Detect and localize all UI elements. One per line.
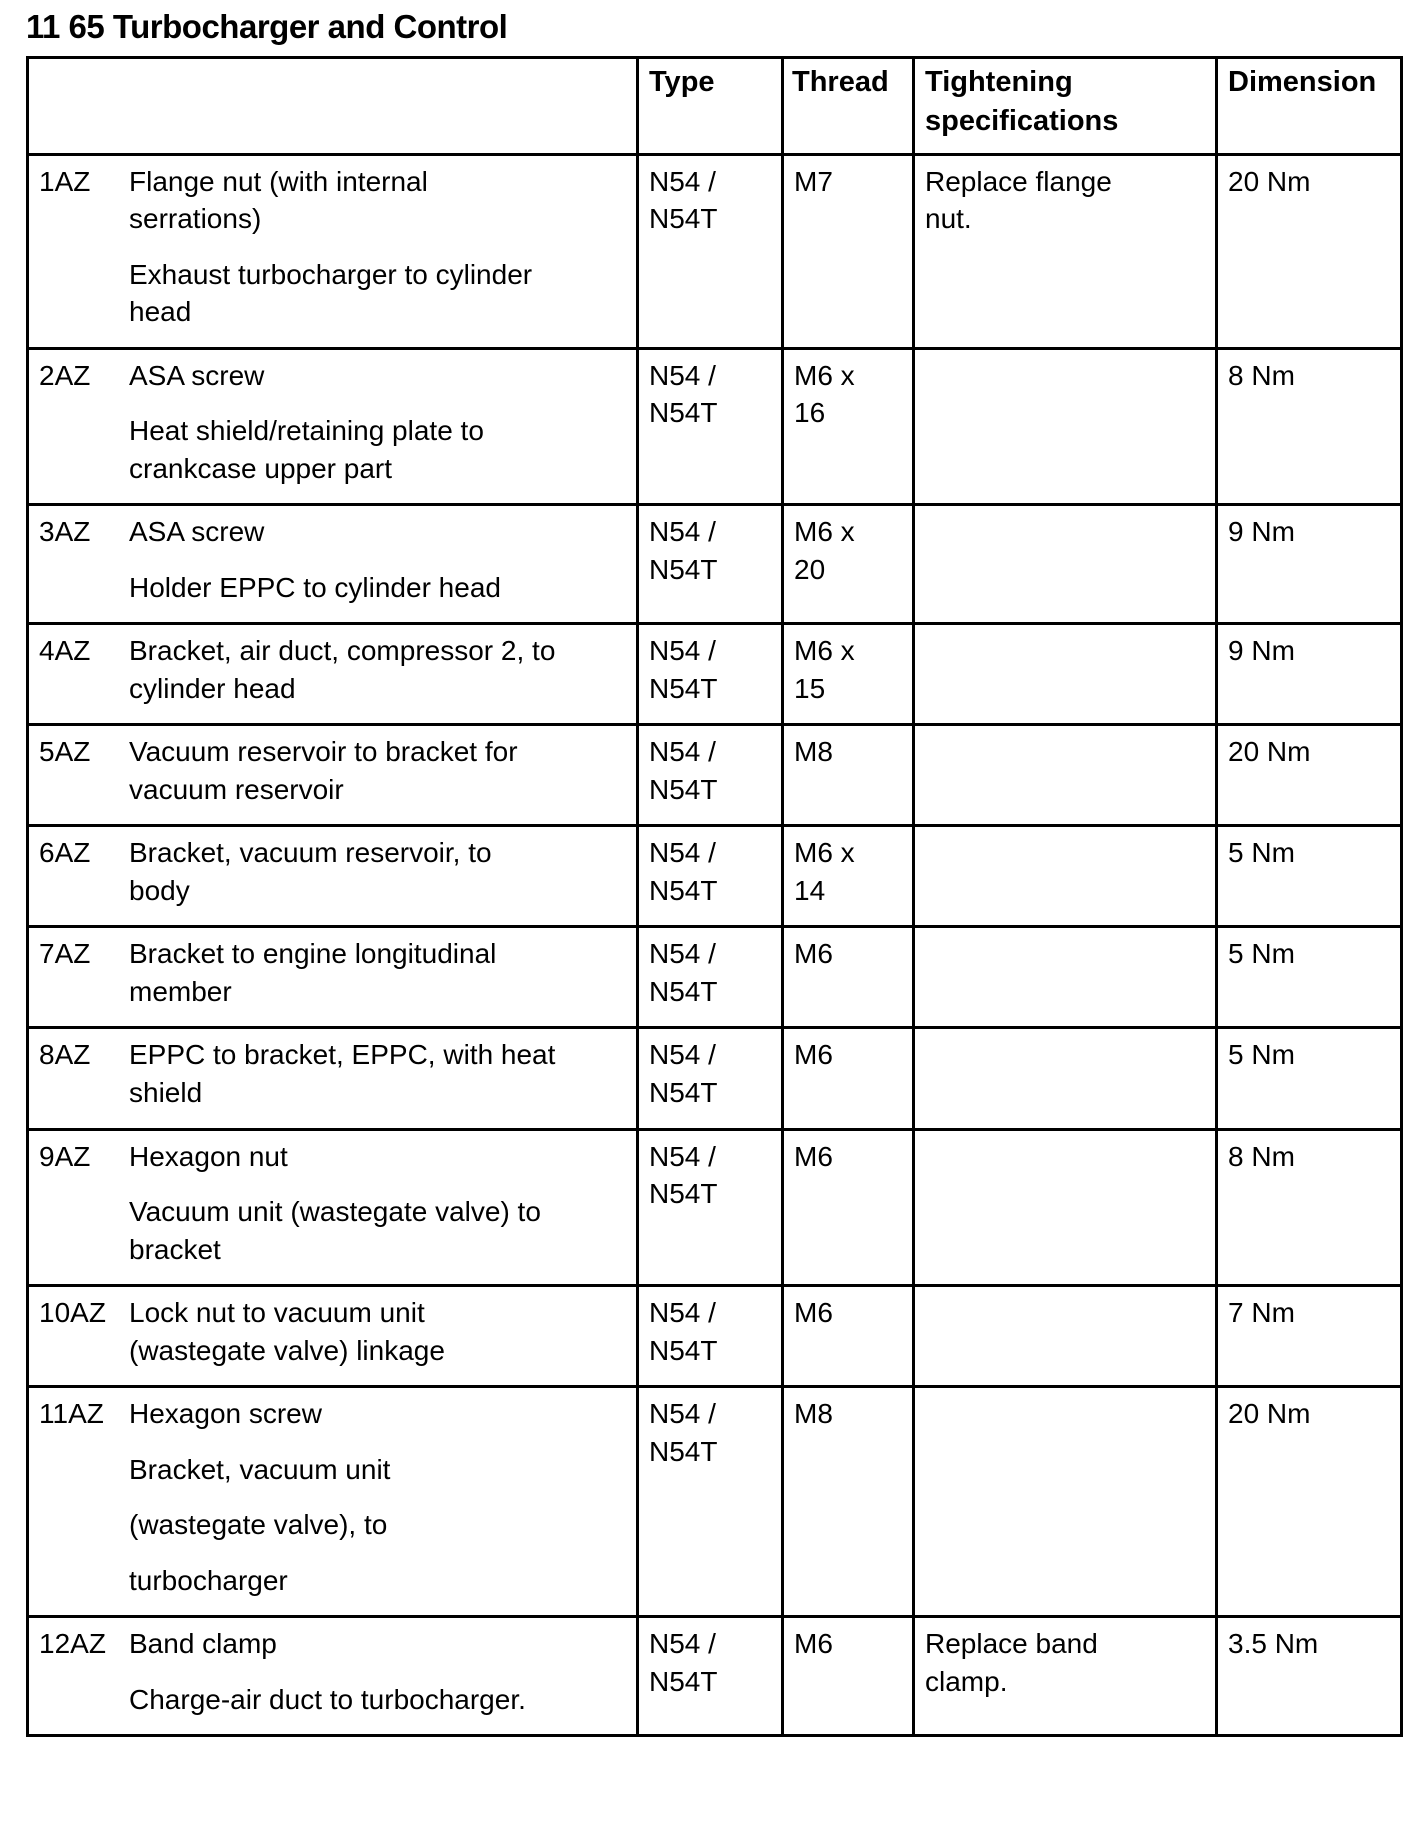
description-paragraph: Bracket to engine longitudinal member	[129, 938, 497, 1007]
row-type: N54 / N54T	[638, 154, 783, 348]
row-dimension: 3.5 Nm	[1217, 1617, 1402, 1736]
row-id: 3AZ	[39, 516, 91, 548]
row-thread: M6 x 15	[783, 624, 914, 725]
description-paragraph: Bracket, air duct, compressor 2, to cylinder head	[129, 635, 556, 704]
item-cell	[28, 505, 638, 624]
table-row	[28, 826, 1402, 927]
row-id: 2AZ	[39, 359, 91, 391]
table-row	[28, 1028, 1402, 1129]
description-paragraph: (wastegate valve), to	[129, 1509, 388, 1541]
row-id: 7AZ	[39, 938, 91, 970]
description-paragraph: ASA screw	[129, 359, 265, 391]
row-dimension: 20 Nm	[1217, 725, 1402, 826]
item-cell	[28, 624, 638, 725]
header-row	[28, 58, 1402, 155]
description-paragraph: EPPC to bracket, EPPC, with heat shield	[129, 1039, 556, 1108]
row-type: N54 / N54T	[638, 1028, 783, 1129]
item-cell	[28, 826, 638, 927]
row-type: N54 / N54T	[638, 624, 783, 725]
item-wrap	[39, 1625, 628, 1718]
description-paragraph: Heat shield/retaining plate to crankcase upper part	[129, 415, 484, 484]
row-thread: M6	[783, 1617, 914, 1736]
item-wrap	[39, 513, 628, 606]
header-item	[28, 58, 638, 155]
row-dimension: 20 Nm	[1217, 1387, 1402, 1617]
row-description	[129, 1138, 559, 1269]
row-type: N54 / N54T	[638, 1129, 783, 1286]
row-thread: M7	[783, 154, 914, 348]
description-paragraph: Hexagon screw	[129, 1398, 322, 1430]
row-description	[129, 1294, 559, 1369]
table-row	[28, 725, 1402, 826]
row-description	[129, 834, 559, 909]
row-type: N54 / N54T	[638, 505, 783, 624]
row-tightening	[914, 725, 1217, 826]
description-paragraph: Vacuum unit (wastegate valve) to bracket	[129, 1196, 541, 1265]
row-tightening	[914, 505, 1217, 624]
table-row	[28, 624, 1402, 725]
row-thread: M6	[783, 1028, 914, 1129]
row-dimension: 5 Nm	[1217, 826, 1402, 927]
row-id: 5AZ	[39, 736, 91, 768]
item-cell	[28, 1129, 638, 1286]
item-cell	[28, 1617, 638, 1736]
row-thread: M6 x 20	[783, 505, 914, 624]
row-thread: M6	[783, 927, 914, 1028]
spec-table	[26, 56, 1403, 1737]
item-wrap	[39, 935, 628, 1010]
row-type: N54 / N54T	[638, 927, 783, 1028]
description-paragraph: Flange nut (with internal serrations)	[129, 165, 428, 235]
table-row	[28, 1387, 1402, 1617]
description-paragraph: Bracket, vacuum unit	[129, 1453, 391, 1485]
description-paragraph: ASA screw	[129, 516, 265, 548]
row-description	[129, 357, 559, 488]
item-wrap	[39, 1395, 628, 1599]
description-paragraph: Exhaust turbocharger to cylinder head	[129, 258, 533, 328]
row-dimension: 8 Nm	[1217, 1129, 1402, 1286]
row-thread: M6 x 14	[783, 826, 914, 927]
row-tightening	[914, 1028, 1217, 1129]
header-tightening: Tightening specifications	[914, 58, 1217, 155]
row-type: N54 / N54T	[638, 348, 783, 505]
spec-table-body	[28, 154, 1402, 1735]
table-row	[28, 1286, 1402, 1387]
table-row	[28, 154, 1402, 348]
row-dimension: 8 Nm	[1217, 348, 1402, 505]
row-tightening	[914, 1387, 1217, 1617]
item-cell	[28, 154, 638, 348]
row-tightening	[914, 1286, 1217, 1387]
item-wrap	[39, 834, 628, 909]
item-cell	[28, 348, 638, 505]
row-tightening: Replace band clamp.	[914, 1617, 1217, 1736]
row-thread: M6	[783, 1129, 914, 1286]
row-type: N54 / N54T	[638, 1617, 783, 1736]
row-dimension: 5 Nm	[1217, 927, 1402, 1028]
description-paragraph: Holder EPPC to cylinder head	[129, 571, 501, 603]
table-row	[28, 1617, 1402, 1736]
table-row	[28, 505, 1402, 624]
row-id: 9AZ	[39, 1140, 91, 1172]
description-paragraph: turbocharger	[129, 1564, 288, 1596]
description-paragraph: Hexagon nut	[129, 1140, 288, 1172]
item-wrap	[39, 357, 628, 488]
row-id: 10AZ	[39, 1297, 106, 1329]
row-dimension: 5 Nm	[1217, 1028, 1402, 1129]
row-thread: M8	[783, 725, 914, 826]
header-type: Type	[638, 58, 783, 155]
table-row	[28, 1129, 1402, 1286]
item-wrap	[39, 1036, 628, 1111]
row-description	[129, 935, 559, 1010]
item-wrap	[39, 1138, 628, 1269]
row-thread: M8	[783, 1387, 914, 1617]
row-description	[129, 1395, 559, 1599]
row-description	[129, 733, 559, 808]
row-tightening	[914, 348, 1217, 505]
row-type: N54 / N54T	[638, 1387, 783, 1617]
row-description	[129, 163, 559, 331]
row-id: 1AZ	[39, 165, 91, 197]
description-paragraph: Charge-air duct to turbocharger.	[129, 1683, 526, 1715]
row-tightening	[914, 1129, 1217, 1286]
item-wrap	[39, 632, 628, 707]
row-type: N54 / N54T	[638, 1286, 783, 1387]
page-title: 11 65 Turbocharger and Control	[26, 8, 508, 45]
row-type: N54 / N54T	[638, 725, 783, 826]
header-thread: Thread	[783, 58, 914, 155]
row-tightening: Replace flange nut.	[914, 154, 1217, 348]
row-id: 4AZ	[39, 635, 91, 667]
row-description	[129, 1625, 559, 1718]
item-cell	[28, 1028, 638, 1129]
item-cell	[28, 1387, 638, 1617]
row-description	[129, 513, 559, 606]
row-tightening	[914, 927, 1217, 1028]
row-id: 6AZ	[39, 837, 91, 869]
description-paragraph: Lock nut to vacuum unit (wastegate valve) linkage	[129, 1297, 445, 1366]
item-wrap	[39, 163, 628, 331]
table-row	[28, 348, 1402, 505]
row-id: 8AZ	[39, 1039, 91, 1071]
item-wrap	[39, 1294, 628, 1369]
header-dimension: Dimension	[1217, 58, 1402, 155]
description-paragraph: Band clamp	[129, 1628, 277, 1660]
row-tightening	[914, 826, 1217, 927]
row-type: N54 / N54T	[638, 826, 783, 927]
description-paragraph: Bracket, vacuum reservoir, to body	[129, 837, 492, 906]
row-id: 12AZ	[39, 1628, 106, 1660]
row-thread: M6 x 16	[783, 348, 914, 505]
description-paragraph: Vacuum reservoir to bracket for vacuum reservoir	[129, 736, 518, 805]
row-thread: M6	[783, 1286, 914, 1387]
row-description	[129, 1036, 559, 1111]
item-cell	[28, 1286, 638, 1387]
row-tightening	[914, 624, 1217, 725]
row-dimension: 9 Nm	[1217, 505, 1402, 624]
item-cell	[28, 927, 638, 1028]
row-dimension: 9 Nm	[1217, 624, 1402, 725]
row-description	[129, 632, 559, 707]
row-dimension: 7 Nm	[1217, 1286, 1402, 1387]
item-wrap	[39, 733, 628, 808]
table-row	[28, 927, 1402, 1028]
item-cell	[28, 725, 638, 826]
row-dimension: 20 Nm	[1217, 154, 1402, 348]
row-id: 11AZ	[39, 1398, 104, 1430]
